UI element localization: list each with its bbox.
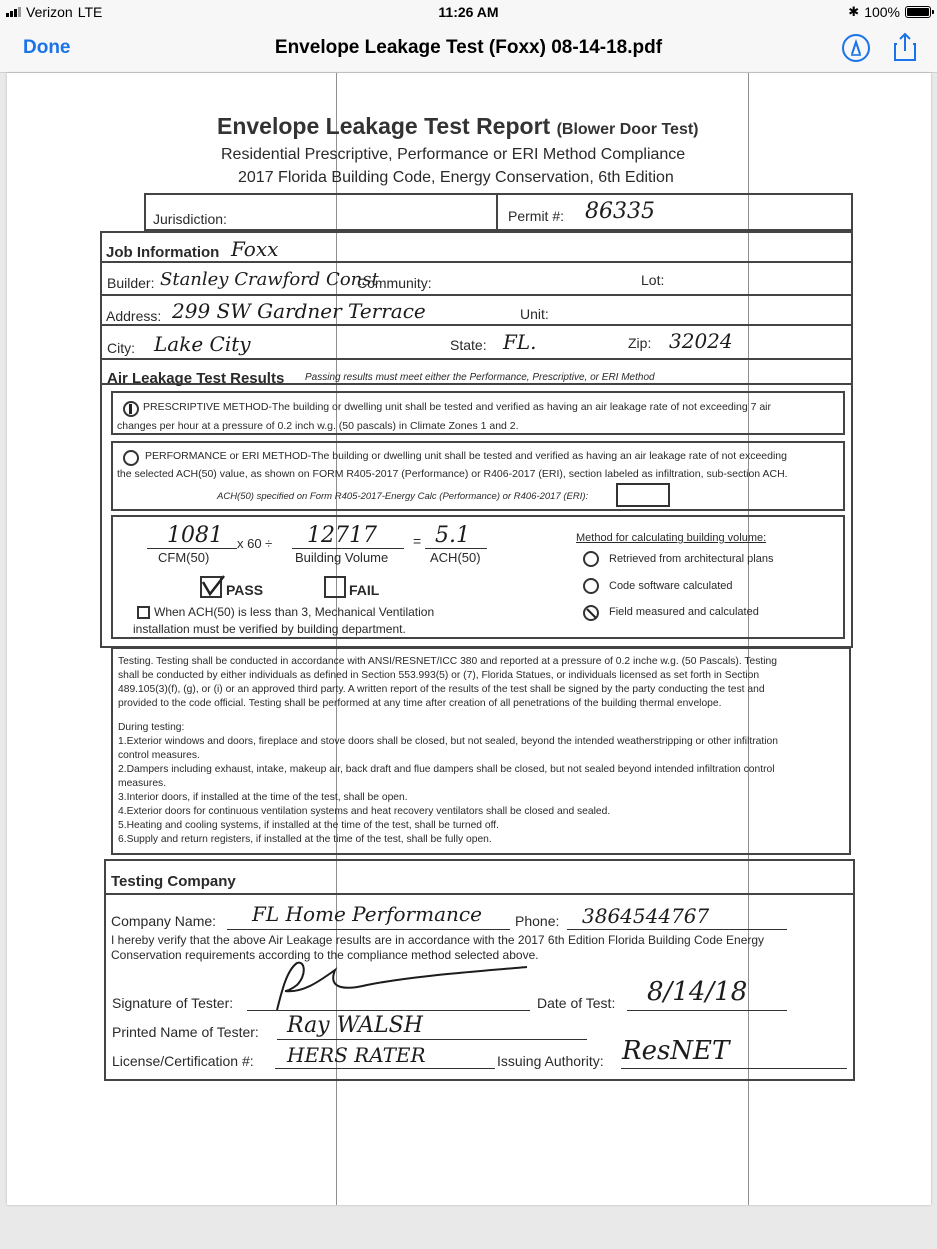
status-bar bbox=[0, 0, 937, 24]
license-value: HERS RATER bbox=[287, 1043, 426, 1067]
mech-vent-text-2: installation must be verified by building department. bbox=[133, 622, 406, 636]
pass-checkbox[interactable] bbox=[200, 576, 222, 598]
testing-line: shall be conducted by either individuals as defined in Section 553.993(5) or (7), Florida Statues, or individuals licensed as set forth in Section bbox=[118, 670, 760, 681]
pass-label: PASS bbox=[226, 582, 264, 598]
jurisdiction-label: Jurisdiction: bbox=[153, 211, 227, 227]
permit-label: Permit #: bbox=[508, 208, 565, 224]
issuing-authority-label: Issuing Authority: bbox=[497, 1053, 604, 1069]
fail-checkbox[interactable] bbox=[324, 576, 346, 598]
company-name-label: Company Name: bbox=[111, 913, 217, 929]
ach-specified-label: ACH(50) specified on Form R405-2017-Energy Calc (Performance) or R406-2017 (ERI): bbox=[217, 491, 589, 502]
signature bbox=[257, 955, 557, 1020]
share-icon[interactable] bbox=[893, 32, 917, 67]
air-results-label: Air Leakage Test Results bbox=[107, 370, 285, 387]
testing-line: provided to the code official. Testing shall be performed at any time after creation of all penetrations of the building thermal envelope. bbox=[118, 698, 722, 709]
testing-line: 3.Interior doors, if installed at the time of the test, shall be open. bbox=[118, 792, 408, 803]
method-radio-field[interactable] bbox=[583, 605, 599, 621]
community-label: Community: bbox=[357, 275, 432, 291]
permit-value: 86335 bbox=[585, 199, 655, 224]
city-value: Lake City bbox=[154, 332, 251, 356]
carrier-label: Verizon bbox=[26, 4, 73, 20]
builder-label: Builder: bbox=[107, 275, 155, 291]
printed-name-value: Ray WALSH bbox=[287, 1013, 423, 1038]
performance-text: PERFORMANCE or ERI METHOD-The building or dwelling unit shall be tested and verified as having an air leakage rate of not exceeding bbox=[145, 450, 787, 462]
testing-company-label: Testing Company bbox=[111, 873, 236, 890]
testing-line: 489.105(3)(f), (g), or (i) or an approved third party. A written report of the results of the test shall be signed by the party conducting the test and bbox=[118, 684, 765, 695]
cfm-value: 1081 bbox=[167, 523, 223, 548]
state-label: State: bbox=[450, 337, 487, 353]
testing-line: 4.Exterior doors for continuous ventilation systems and heat recovery ventilators shall be closed and sealed. bbox=[118, 806, 611, 817]
address-value: 299 SW Gardner Terrace bbox=[172, 299, 426, 323]
pdf-page[interactable] bbox=[7, 73, 931, 1205]
issuing-authority-value: ResNET bbox=[622, 1036, 730, 1066]
battery-percent: 100% bbox=[864, 4, 900, 20]
report-title-paren: (Blower Door Test) bbox=[556, 121, 699, 138]
cfm-label: CFM(50) bbox=[158, 550, 210, 565]
printed-name-label: Printed Name of Tester: bbox=[112, 1024, 259, 1040]
ach-specified-field[interactable] bbox=[616, 483, 670, 507]
jurisdiction-row bbox=[144, 193, 853, 231]
ach-value: 5.1 bbox=[435, 523, 470, 548]
times-60-divide: x 60 ÷ bbox=[237, 536, 273, 551]
method-option-software: Code software calculated bbox=[609, 580, 733, 592]
testing-line: 1.Exterior windows and doors, fireplace and stove doors shall be closed, but not sealed, beyond the intended weatherstripping or other infiltration bbox=[118, 736, 778, 747]
testing-line: 6.Supply and return registers, if installed at the time of the test, shall be fully open. bbox=[118, 834, 492, 845]
phone-label: Phone: bbox=[515, 913, 560, 929]
address-label: Address: bbox=[106, 308, 162, 324]
air-results-note: Passing results must meet either the Performance, Prescriptive, or ERI Method bbox=[305, 372, 655, 383]
mech-vent-checkbox[interactable] bbox=[137, 606, 150, 619]
prescriptive-text: PRESCRIPTIVE METHOD-The building or dwelling unit shall be tested and verified as having an air leakage rate of not exceeding 7 air bbox=[143, 401, 771, 413]
phone-value: 3864544767 bbox=[582, 904, 710, 928]
network-label: LTE bbox=[77, 4, 103, 20]
testing-line: During testing: bbox=[118, 722, 185, 733]
method-option-field: Field measured and calculated bbox=[609, 606, 759, 618]
clock: 11:26 AM bbox=[438, 4, 499, 20]
battery-icon bbox=[905, 6, 931, 18]
volume-label: Building Volume bbox=[295, 550, 389, 565]
method-volume-label: Method for calculating building volume: bbox=[576, 532, 767, 544]
report-title: Envelope Leakage Test Report bbox=[217, 113, 551, 139]
unit-label: Unit: bbox=[520, 306, 549, 322]
zip-label: Zip: bbox=[628, 335, 652, 351]
testing-line: 5.Heating and cooling systems, if installed at the time of the test, shall be turned off. bbox=[118, 820, 500, 831]
nav-bar bbox=[0, 24, 937, 73]
city-label: City: bbox=[107, 340, 135, 356]
method-radio-plans[interactable] bbox=[583, 551, 599, 567]
verify-text: I hereby verify that the above Air Leakage results are in accordance with the 2017 6th Edition Florida Building Code Energy bbox=[111, 933, 765, 947]
signature-label: Signature of Tester: bbox=[112, 995, 234, 1011]
volume-value: 12717 bbox=[307, 523, 377, 548]
job-info-value: Foxx bbox=[231, 237, 279, 261]
ach-label: ACH(50) bbox=[430, 550, 481, 565]
verify-text-2: Conservation requirements according to the compliance method selected above. bbox=[111, 948, 539, 962]
equals-sign: = bbox=[413, 533, 422, 549]
performance-text-2: the selected ACH(50) value, as shown on FORM R405-2017 (Performance) or R406-2017 (ERI), section labeled as infiltration, sub-section ACH. bbox=[117, 468, 788, 480]
date-value: 8/14/18 bbox=[647, 977, 748, 1007]
job-info-label: Job Information bbox=[106, 244, 220, 261]
license-label: License/Certification #: bbox=[112, 1053, 254, 1069]
zip-value: 32024 bbox=[669, 329, 733, 353]
method-radio-software[interactable] bbox=[583, 578, 599, 594]
bluetooth-icon: ✱ bbox=[848, 4, 860, 19]
prescriptive-text-2: changes per hour at a pressure of 0.2 inch w.g. (50 pascals) in Climate Zones 1 and 2. bbox=[117, 420, 519, 432]
markup-pen-icon[interactable] bbox=[842, 34, 870, 62]
testing-line: Testing. Testing shall be conducted in accordance with ANSI/RESNET/ICC 380 and reported at a pressure of 0.2 inche w.g. (50 Pascals). Testing bbox=[118, 656, 777, 667]
mech-vent-text: When ACH(50) is less than 3, Mechanical Ventilation bbox=[154, 605, 435, 619]
testing-line: 2.Dampers including exhaust, intake, makeup air, back draft and flue dampers shall be closed, but not sealed beyond intended infiltration control bbox=[118, 764, 775, 775]
builder-value: Stanley Crawford Const bbox=[160, 269, 379, 290]
fail-label: FAIL bbox=[349, 582, 380, 598]
document-title: Envelope Leakage Test (Foxx) 08-14-18.pdf bbox=[274, 37, 663, 58]
testing-line: control measures. bbox=[118, 750, 200, 761]
testing-line: measures. bbox=[118, 778, 167, 789]
done-button[interactable]: Done bbox=[23, 37, 71, 58]
prescriptive-radio[interactable] bbox=[123, 401, 139, 417]
lot-label: Lot: bbox=[641, 272, 665, 288]
report-subtitle: Residential Prescriptive, Performance or ERI Method Compliance bbox=[221, 146, 686, 163]
method-option-plans: Retrieved from architectural plans bbox=[609, 553, 774, 565]
company-name-value: FL Home Performance bbox=[252, 902, 482, 926]
date-label: Date of Test: bbox=[537, 995, 616, 1011]
state-value: FL. bbox=[503, 330, 537, 354]
report-code-edition: 2017 Florida Building Code, Energy Conservation, 6th Edition bbox=[238, 169, 674, 186]
performance-radio[interactable] bbox=[123, 450, 139, 466]
